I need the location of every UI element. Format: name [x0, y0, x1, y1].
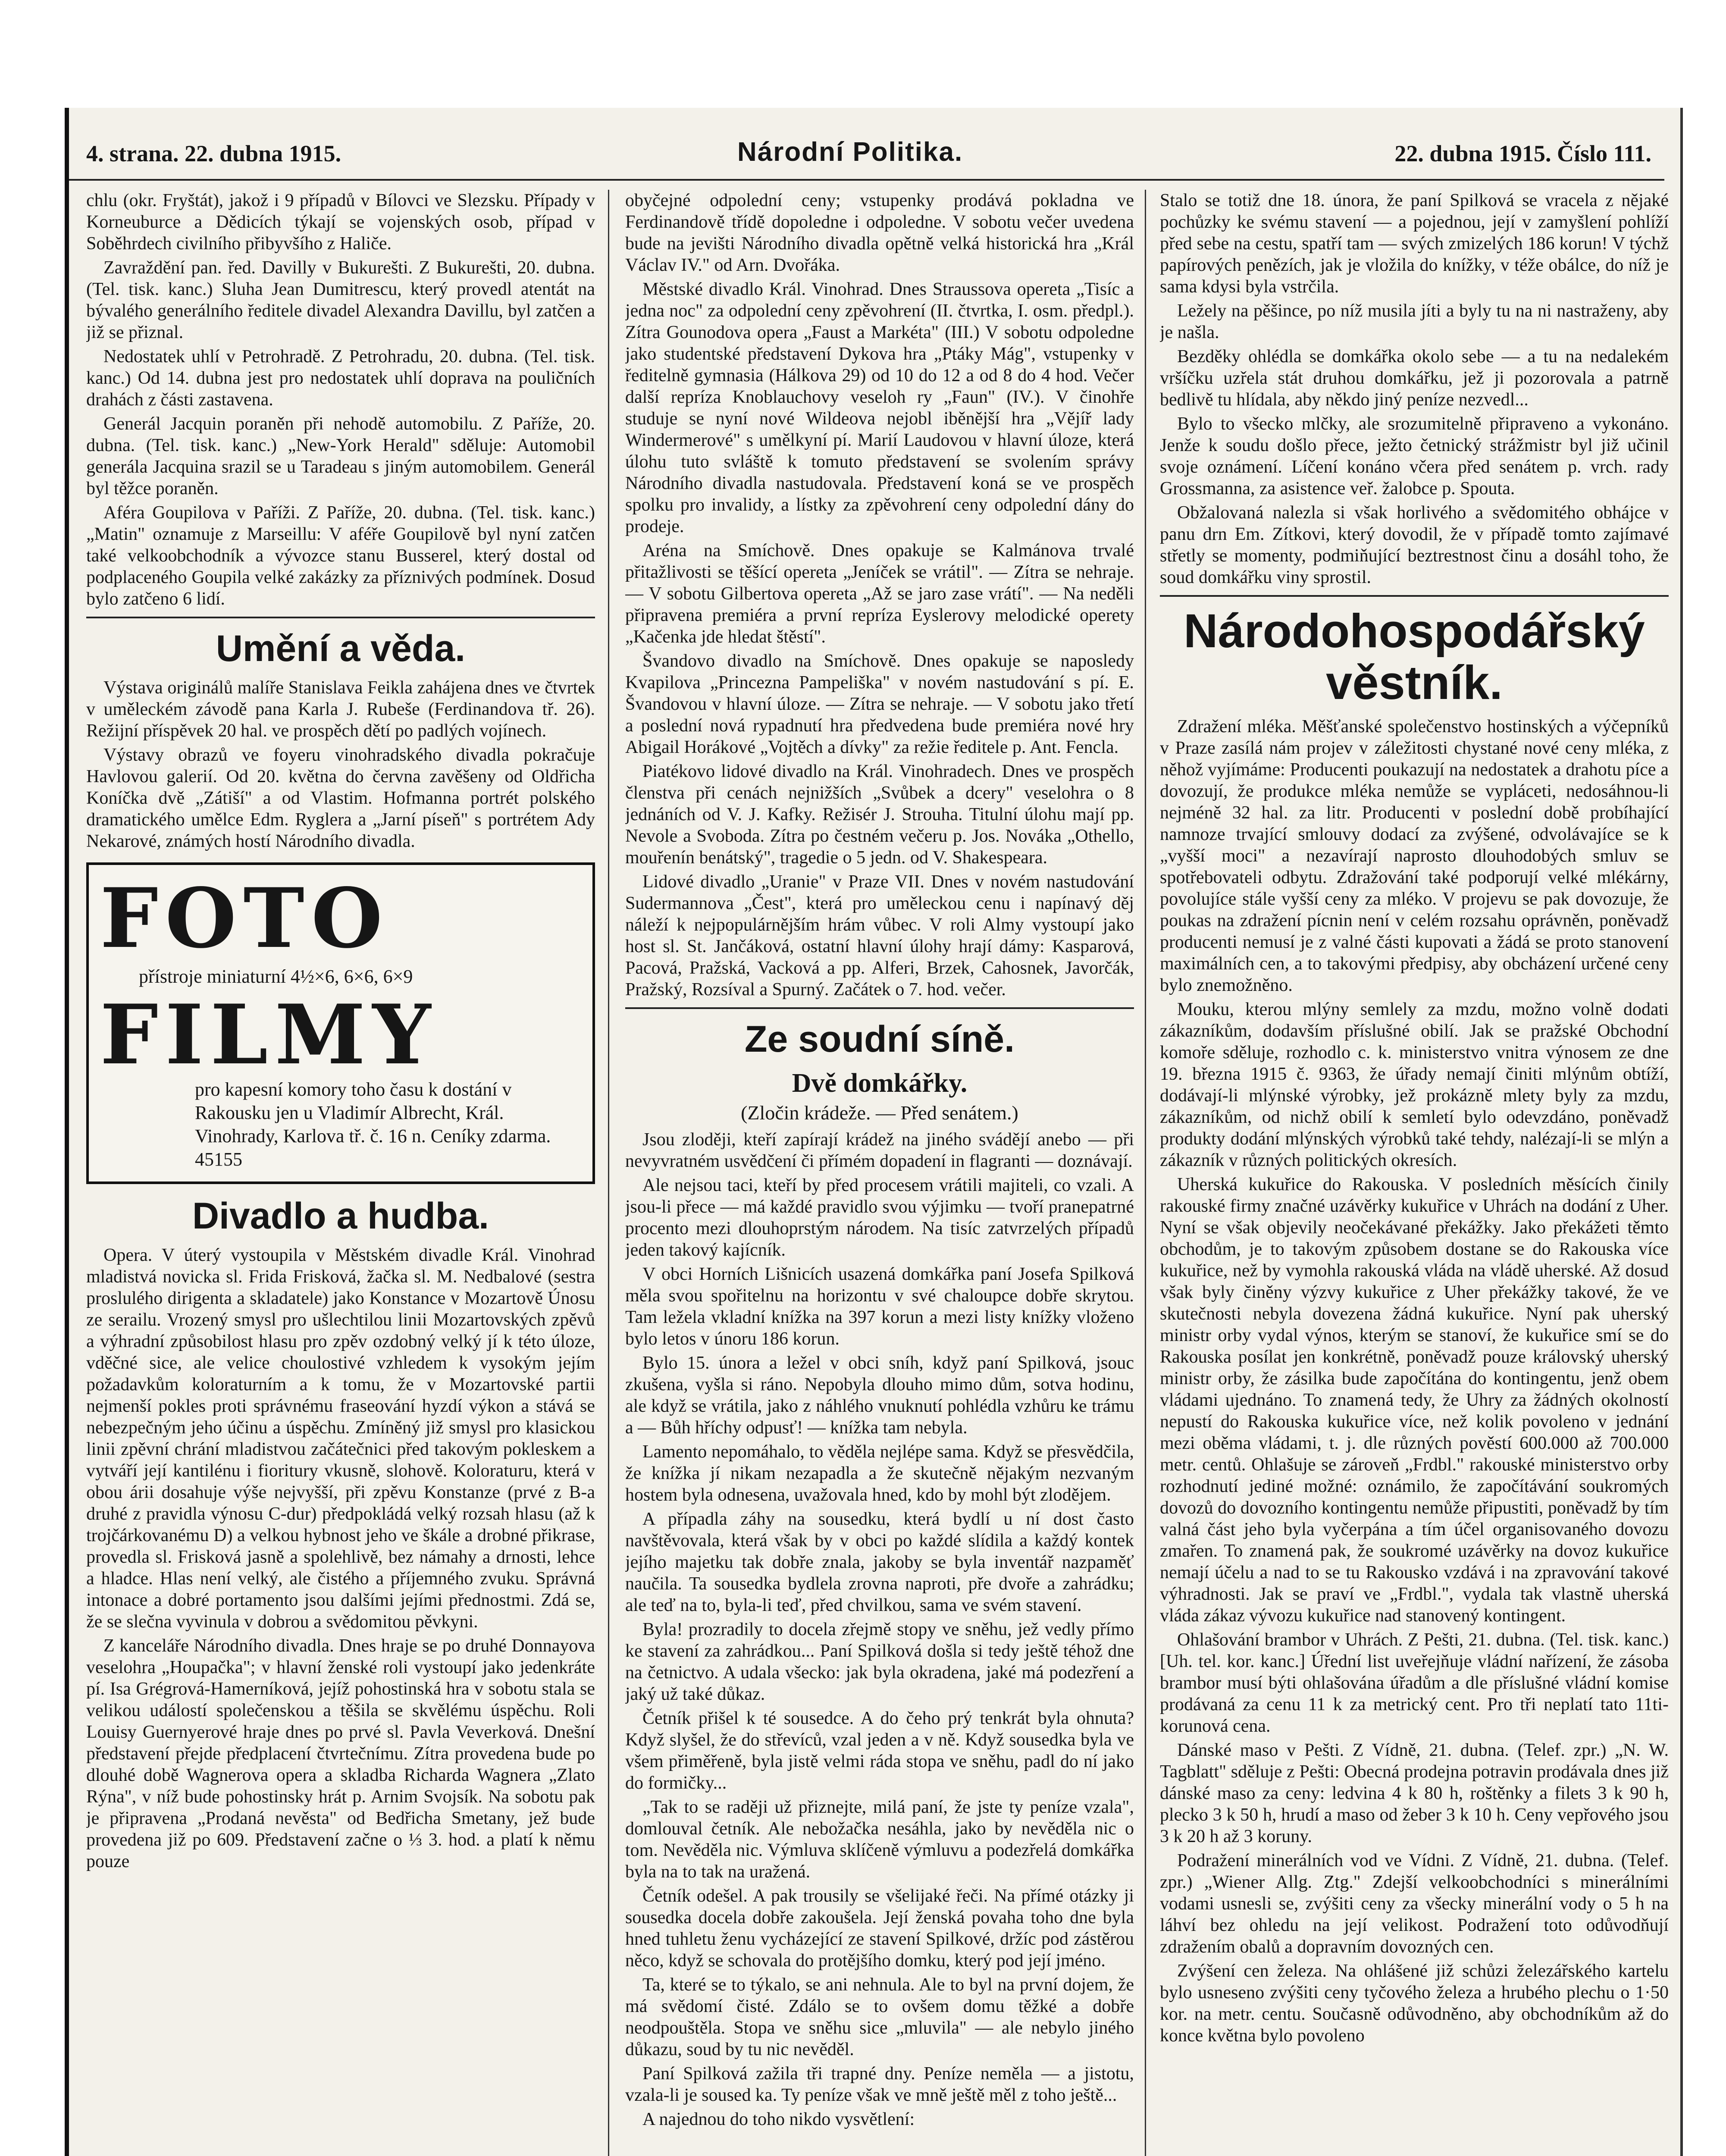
news-item: Lidové divadlo „Uranie" v Praze VII. Dnes v novém nastudování Sudermannova „Čest", která pro uměleckou cenu i napínavý děj náleží k nejpopulárnějším hrám vůbec. V roli Almy vystoupí jako host sl. St. Jančáková, ostatní hlavní úlohy hrají dámy: Kasparová, Pacová, Pražská, Vacková a pp. Alferi, Brzek, Cahosnek, Javorčák, Pražský, Rozsíval a Spurný. Začátek o 7. hod. večer. — [625, 872, 1134, 1000]
section-title-divadlo: Divadlo a hudba. — [192, 1195, 489, 1237]
page-header — [69, 132, 1664, 181]
news-item: Nedostatek uhlí v Petrohradě. Z Petrohradu, 20. dubna. (Tel. tisk. kanc.) Od 14. dubna jest pro nedostatek uhlí doprava na pouličních drahách z části zastavena. — [86, 347, 595, 410]
ad-headline-foto: FOTO — [100, 870, 390, 966]
news-item: Výstavy obrazů ve foyeru vinohradského divadla pokračuje Havlovou galerií. Od 20. května do června zavěšeny od Oldřicha Koníčka dvě „Zátiší" a od Vlastim. Hofmanna portrét polského dramatického umělce Edm. Ryglera a „Jarní píseň" s portrétem Ady Nekarové, známých hostí Národního divadla. — [86, 745, 595, 851]
divider — [86, 617, 595, 618]
paragraph: Byla! prozradily to docela zřejmě stopy ve sněhu, jež vedly přímo ke stavení za zahrádkou... Paní Spilková došla si tedy ještě téhož dne na četnictvo. A udala všecko: jak byla okradena, jaké má podezření a jaký už také důkaz. — [625, 1620, 1134, 1704]
news-item: chlu (okr. Fryštát), jakož i 9 případů v Bílovci ve Slezsku. Případy v Korneuburce a Dědicích týkají se vojenských osob, případ v Soběhrdech civilního přibyvšího z Haliče. — [86, 191, 595, 254]
section-title-umeni: Umění a věda. — [216, 628, 466, 669]
paragraph: Paní Spilková zažila tři trapné dny. Peníze neměla — a jistotu, vzala-li je soused ka. Ty peníze však ve mně ještě měl z toho ještě... — [625, 2064, 1134, 2105]
newspaper-page — [65, 108, 1683, 2156]
paragraph: Ležely na pěšince, po níž musila jíti a byly tu na ni nastraženy, aby je našla. — [1160, 301, 1669, 342]
news-item: Generál Jacquin poraněn při nehodě automobilu. Z Paříže, 20. dubna. (Tel. tisk. kanc.) „New-York Herald" sděluje: Automobil generála Jacquina srazil se u Taradeau s jiným automobilem. Generál byl těžce poraněn. — [86, 414, 595, 498]
paragraph: Jsou zloději, kteří zapírají krádež na jiného svádějí anebo — při nevyvratném usvědčení či přímém dopadení in flagranti — doznávají. — [625, 1130, 1134, 1171]
paragraph: Lamento nepomáhalo, to věděla nejlépe sama. Když se přesvědčila, že knížka jí nikam nezapadla a že skutečně nějakým nezvaným hostem byla odnesena, uvažovala hned, kdo by mohl být zlodějem. — [625, 1442, 1134, 1505]
news-item: Aféra Goupilova v Paříži. Z Paříže, 20. dubna. (Tel. tisk. kanc.) „Matin" oznamuje z Marseillu: V aféře Goupilově byl nyní zatčen také velkoobchodník a vývozce stanu Busserel, který dostal od podplaceného Goupila velké zakázky za příznivých podmínek. Dosud bylo zatčeno 6 lidí. — [86, 503, 595, 609]
news-item: Zvýšení cen železa. Na ohlášené již schůzi železářského kartelu bylo usneseno zvýšiti ceny tyčového železa a hrubého plechu o 1·50 kor. na metr. centu. Současně odůvodněno, aby obchodníkům až do konce května bylo povoleno — [1160, 1961, 1669, 2046]
news-item: Švandovo divadlo na Smíchově. Dnes opakuje se naposledy Kvapilova „Princezna Pampeliška" v novém nastudování s pí. E. Švandovou v hlavní úloze. — Zítra se nehraje. — V sobotu jako třetí a poslední nová rypadnutí hra předvedena bude premiéra nové hry Abigail Horákové „Vojtěch a dívky" za režie ředitele p. Ant. Fencla. — [625, 651, 1134, 757]
ad-headline-filmy: FILMY — [100, 987, 438, 1083]
ad-text: pro kapesní komory toho času k dostání v Rakousku jen u Vladimír Albrecht, Král. Vinohrady, Karlova tř. č. 16 n. Ceníky zdarma. 45155 — [195, 1079, 551, 1170]
news-item: Piatékovo lidové divadlo na Král. Vinohradech. Dnes ve prospěch členstva při cenách nejnižších „Svůbek a dcery" veselohra o 8 jednáních od V. J. Kafky. Režisér J. Strouha. Titulní úlohu mají pp. Nevole a Svoboda. Zítra po čestném večeru p. Jos. Nováka „Othello, mouřenín benátský", tragedie o 5 jedn. od V. Shakespeara. — [625, 761, 1134, 868]
section-title-hospodarsky: Národohospodářský věstník. — [1184, 605, 1645, 709]
paragraph: Ta, které se to týkalo, se ani nehnula. Ale to byl na první dojem, že má svědomí čisté. Zdálo se to ovšem domu těžké a dobře neodpouštěla. Stopa ve sněhu sice „mluvila" — ale nebylo jiného důkazu, soud by tu nic nevěděl. — [625, 1975, 1134, 2059]
column-divider — [608, 190, 609, 2156]
article-subtitle: (Zločin krádeže. — Před senátem.) — [741, 1102, 1018, 1124]
article-title: Dvě domkářky. — [792, 1069, 968, 1098]
section-title-soud: Ze soudní síně. — [745, 1018, 1015, 1060]
divider — [625, 1007, 1134, 1009]
paragraph: A najednou do toho nikdo vysvětlení: — [642, 2109, 915, 2129]
divider — [1160, 595, 1669, 597]
news-item: Městské divadlo Král. Vinohrad. Dnes Straussova opereta „Tisíc a jedna noc" za odpolední ceny zpěvohrení (II. čtvrtka, I. osm. předpl.). Zítra Gounodova opera „Faust a Markéta" (III.) V sobotu odpoledne jako studentské představení Dykova hra „Ptáky Mág", vstupenky v ředitelně gymnasia (Hálkova 29) od 10 do 12 a od 8 do 4 hod. Večer další repríza Knoblauchovy veseloh ry „Faun" (IV.). V činohře studuje se nyní nové Wildeova nejobl iběnější hra „Vějíř lady Windermerové" s umělkyní pí. Marií Laudovou v hlavní úloze, která úlohu tuto svláště k tomuto představení se svolením správy Národního divadla nastudovala. Představení koná se ve prospěch spolku pro invalidy, a lístky za zpěvohrení ceny odpolední dány do prodeje. — [625, 279, 1134, 536]
news-item: Zavraždění pan. řed. Davilly v Bukurešti. Z Bukurešti, 20. dubna. (Tel. tisk. kanc.) Sluha Jean Dumitrescu, který provedl atentát na bývalého generálního ředitele divadel Alexandra Davillu, byl zatčen a již se přiznal. — [86, 258, 595, 342]
paragraph: Četník odešel. A pak trousily se všelijaké řeči. Na přímé otázky ji sousedka docela dobře zakoušela. Její ženská povaha toho dne byla hned tuhletu ženu vycházející ze stavení Spilkové, držíc pod zástěrou něco, když se schovala do protějšího domku, který pod její jméno. — [625, 1886, 1134, 1971]
news-item: Podražení minerálních vod ve Vídni. Z Vídně, 21. dubna. (Telef. zpr.) „Wiener Allg. Ztg." Zdejší velkoobchodníci s minerálními vodami usnesli se, zvýšiti ceny za všecky minerální vody o 5 h na láhví bez ohledu na její velikost. Podražení toto odůvodňují zdražením obalů a dopravním dovozných cen. — [1160, 1851, 1669, 1957]
header-left: 4. strana. 22. dubna 1915. — [86, 141, 341, 166]
news-item: Uherská kukuřice do Rakouska. V posledních měsících činily rakouské firmy značné uzávěrky kukuřice v Uhrách na dodání z Uher. Nyní se však objevily neočekávané překážky. Jako překážeti těmto obchodům, je to takovým způsobem dostane se do Rakouska více kukuřice, než by vymohla rakouská vláda na vládě uherské. Až dosud však byly činěny výzvy kukuřice z Uher překážky takové, že ve skutečnosti nebyla dovezena žádná kukuřice. Nyní pak uherský ministr orby vydal výnos, kterým se stanoví, že kukuřice smí se do Rakouska posílat jen konkrétně, poněvadž pouze královský uherský ministr orby, že zásilka bude započítána do kontingentu, jenž obem vládami ujednáno. To znamená tedy, že Uhry za žádných okolností nepustí do Rakouska kukuřice více, než kolik povoleno v jednání mezi oběma vládami, t. j. dle různých pověstí 600.000 až 700.000 metr. centů. Ohlašuje se zároveň „Frdbl." rakouské ministerstvo orby rozhodnutí jediné možné: oznámilo, že započítávání soukromých dovozů do dovozního kontingentu nemůže připustiti, poněvadž by tím valná část jeho byla vyčerpána a tím účel organisovaného dovozu zmařen. To znamená pak, že soukromé uzávěrky na dovoz kukuřice nemají účelu a nad to se tu Rakousko vzdává i na zpravování takové výhradnosti. Jak se praví ve „Frdbl.", vydala tak vlastně uherská vláda zákaz vývozu kukuřice nad stanovený kontingent. — [1160, 1175, 1669, 1626]
news-item: obyčejné odpolední ceny; vstupenky prodává pokladna ve Ferdinandově třídě dopoledne i odpoledne. V sobotu večer uvedena bude na jevišti Národního divadla opětně velká historická hra „Král Václav IV." od Arn. Dvořáka. — [625, 191, 1134, 275]
column-2 — [625, 190, 1134, 2156]
news-item: Z kanceláře Národního divadla. Dnes hraje se po druhé Donnayova veselohra „Houpačka"; v hlavní ženské roli vystoupí jako jedenkráte pí. Isa Grégrová-Hamerníková, jejíž pohostinská hra v sobotu stala se velikou událostí společenskou a těšila se skvělému úspěchu. Roli Louisy Guernyerové hraje dnes po prvé sl. Pavla Veverková. Dnešní představení přejde předplacení čtvrtečnímu. Zítra provedena bude po dlouhé době Wagnerova opera a skladba Richarda Wagnera „Zlato Rýna", v níž bude pohostinsky hrát p. Arnim Svojsík. Na sobotu pak je připravena „Prodaná nevěsta" od Bedřicha Smetany, jež bude provedena již po 609. Představení začne o ⅓ 3. hod. a platí k němu pouze — [86, 1636, 595, 1871]
news-item: Aréna na Smíchově. Dnes opakuje se Kalmánova trvalé přitažlivosti se těšící opereta „Jeníček se vrátil". — Zítra se nehraje. — V sobotu Gilbertova opereta „Až se jaro zase vrátí". — Na neděli připravena premiéra a první repríza Eyslerovy melodické operety „Kačenka jde hledat štěstí". — [625, 541, 1134, 647]
paragraph: Bylo to všecko mlčky, ale srozumitelně připraveno a vykonáno. Jenže k soudu došlo přece, ježto četnický strážmistr byl již učinil svoje oznámení. Líčení konáno včera před senátem p. vrch. rady Grossmanna, za asistence veř. žalobce p. Spouta. — [1160, 414, 1669, 498]
ad-subline: přístroje miniaturní 4½×6, 6×6, 6×9 — [139, 966, 413, 987]
column-divider — [1145, 190, 1146, 2156]
news-item: Mouku, kterou mlýny semlely za mzdu, možno volně dodati zákazníkům, dodavším příslušné obilí. Jak se pražské Obchodní komoře sděluje, rozhodlo c. k. ministerstvo vnitra výnosem ze dne 19. března 1915 č. 9363, že úřady nemají činiti mlýnům obtíží, dodávají-li mlýnské výrobky, jež prokázně mlety byly za mzdu, zákazníkům, od nichž obilí k semletí bylo odevzdáno, poněvadž produkty dodání mlýnských výrobků také tehdy, nalézají-li se mlýn a zákazník v různých politických okresích. — [1160, 1000, 1669, 1170]
news-item: Ohlašování brambor v Uhrách. Z Pešti, 21. dubna. (Tel. tisk. kanc.) [Uh. tel. kor. kanc.] Úřední list uveřejňuje vládní nařízení, že zásoba brambor musí býti ohlašována úřadům a dle příslušné vládní komise prodávaná za cenu 11 k za metrický cent. Pro tři neplatí tato 11ti-korunová cena. — [1160, 1630, 1669, 1736]
paragraph: Bylo 15. února a ležel v obci sníh, když paní Spilková, jsouc zkušena, vyšla si ráno. Nepobyla dlouho mimo dům, sotva hodinu, ale když se vrátila, jako z náhlého vnuknutí pohlédla vzhůru ke trámu a — Bůh hříchy odpusť! — knížka tam nebyla. — [625, 1353, 1134, 1438]
masthead: Národní Politika. — [737, 137, 963, 167]
news-item: Opera. V úterý vystoupila v Městském divadle Král. Vinohrad mladistvá novicka sl. Frida Frisková, žačka sl. M. Nedbalové (sestra proslulého dirigenta a skladatele) jako Konstance v Mozartově Únosu ze serailu. Vrozený smysl pro ušlechtilou linii Mozartovských zpěvů a výhradní způsobilost hlasu pro zpěv ozdobný velký jí k této úloze, vděčné sice, ale velice choulostivé vzhledem k vysokým jejím požadavkům koloraturním a k tomu, že v Mozartovské partii nejmenší pokles proti správnému fraseování hyzdí výkon a stává se nebezpečným jeho účinu a úspěchu. Zmíněný již smysl pro klasickou linii zpěvní chrání mladistvou začátečnici před takovým pokleskem a vytváří její kantilénu i fioritury vkusně, slohově. Koloraturu, která v obou árii dosahuje výše nejvyšší, při zpěvu Konstanze (prvé z B-a druhé z pravidla výnosu C-dur) předpokládá velký rozsah hlasu (až k trojčárkovanému D) a velkou hybnost jeho ve škále a drobné přikrase, provedla sl. Frisková jasně a spolehlivě, bez námahy a drnosti, lehce a hladce. Hlas není velký, ale čistého a příjemného zvuku. Správná intonace a dobré portamento jsou dalšími jejími přednostmi. Zdá se, že se slečna vyvinula v dobrou a svědomitou pěvkyni. — [86, 1245, 595, 1632]
paragraph: Stalo se totiž dne 18. února, že paní Spilková se vracela z nějaké pochůzky ke svému stavení — a pojednou, její v zamyšlení pohlíží před sebe na cestu, spatří tam — svých zmizelých 186 korun! V týchž papírových penězích, jak je vložila do knížky, v téže obálce, do níž je sama kdysi byla vstrčila. — [1160, 191, 1669, 297]
news-item: Výstava originálů malíře Stanislava Feikla zahájena dnes ve čtvrtek v uměleckém závodě pana Karla J. Rubeše (Ferdinandova tř. 26). Režijní příspěvek 20 hal. ve prospěch dětí po padlých vojínech. — [86, 678, 595, 741]
paragraph: Ale nejsou taci, kteří by před procesem vrátili majiteli, co vzali. A jsou-li přece — má každé pravidlo svou výjimku — tvoří pranepatrné procento mezi dlouhoprstým národem. Na tisíc zatvrzelých případů jeden takový kajícník. — [625, 1175, 1134, 1260]
advertisement-foto-filmy — [86, 862, 595, 1184]
paragraph: Četník přišel k té sousedce. A do čeho prý tenkrát byla ohnuta? Když slyšel, že do střevíců, vzal jeden a v ně. Když sousedka byla ve všem přiměřeně, byla jistě velmi ráda stopa ve sněhu, padl do ní jako do formičky... — [625, 1708, 1134, 1793]
header-right: 22. dubna 1915. Číslo 111. — [1394, 141, 1651, 166]
column-3 — [1160, 190, 1669, 2156]
paragraph: V obci Horních Lišnicích usazená domkářka paní Josefa Spilková měla svou spořitelnu na horizontu v své chaloupce dobře skrytou. Tam ležela vkladní knížka na 397 korun a mezi listy knížky vloženo bylo letos v únoru 186 korun. — [625, 1264, 1134, 1349]
news-item: Dánské maso v Pešti. Z Vídně, 21. dubna. (Telef. zpr.) „N. W. Tagblatt" sděluje z Pešti: Obecná prodejna potravin prodávala dnes již dánské maso za ceny: ledvina 4 k 80 h, roštěnky a filets 3 k 90 h, plecko 3 k 50 h, hrudí a maso od žeber 3 k 10 h. Ceny vepřového jsou 3 k 20 h až 3 koruny. — [1160, 1740, 1669, 1846]
paragraph: „Tak to se raději už přiznejte, milá paní, že jste ty peníze vzala", domlouval četník. Ale nebožačka nesáhla, jako by nevěděla nic o tom. Nevěděla nic. Výmluva sklíčeně výmluvu a podezřelá domkářka byla na to tak na uražená. — [625, 1797, 1134, 1882]
column-1 — [86, 190, 595, 2156]
paragraph: Obžalovaná nalezla si však horlivého a svědomitého obhájce v panu drn Em. Zítkovi, který dovodil, že v případě tomto zajímavé střetly se momenty, podmiňující beztrestnost činu a dosáhl toho, že soud domkářku viny sprostil. — [1160, 503, 1669, 587]
paragraph: A případla záhy na sousedku, která bydlí u ní dost často navštěvovala, která však by v obci po každé slídila a každý kontek jejího majetku tak dobře znala, jakoby se byla inventář nazpaměť naučila. Ta sousedka bydlela zrovna naproti, pře dvoře a zahrádku; ale teď na to, byla-li teď, před chvilkou, sama ve svém stavení. — [625, 1509, 1134, 1615]
paragraph: Bezděky ohlédla se domkářka okolo sebe — a tu na nedalekém vršíčku uzřela stát druhou domkářku, jež ji pozorovala a patrně bedlivě tu hlídala, aby někdo jiný peníze nezvedl... — [1160, 347, 1669, 410]
news-item: Zdražení mléka. Měšťanské společenstvo hostinských a výčepníků v Praze zasílá nám projev v záležitosti chystané nové ceny mléka, z něhož vyjímáme: Producenti poukazují na nedostatek a drahotu píce a dovozují, že produkce mléka nemůže se vypláceti, nedosáhnou-li nejméně 32 hal. za litr. Producenti v poslední době probíhající namnoze trvající smlouvy dodací za zvýšené, odvolávajíce se k „vyšší moci" a nezavírají naprosto dlouhodobých smluv se spotřebovateli odbytu. Zdražování také podporují velké mlékárny, povolujíce stále vyšší ceny za mléko. V projevu se pak dovozuje, že poukas na zdražení pícnin není v celém rozsahu oprávněn, poněvadž producenti nemusí je z valné části kupovati a žádá se proto stanovení maximálních cen, a to takovými předpisy, aby obcházení určené ceny bylo znemožněno. — [1160, 717, 1669, 995]
